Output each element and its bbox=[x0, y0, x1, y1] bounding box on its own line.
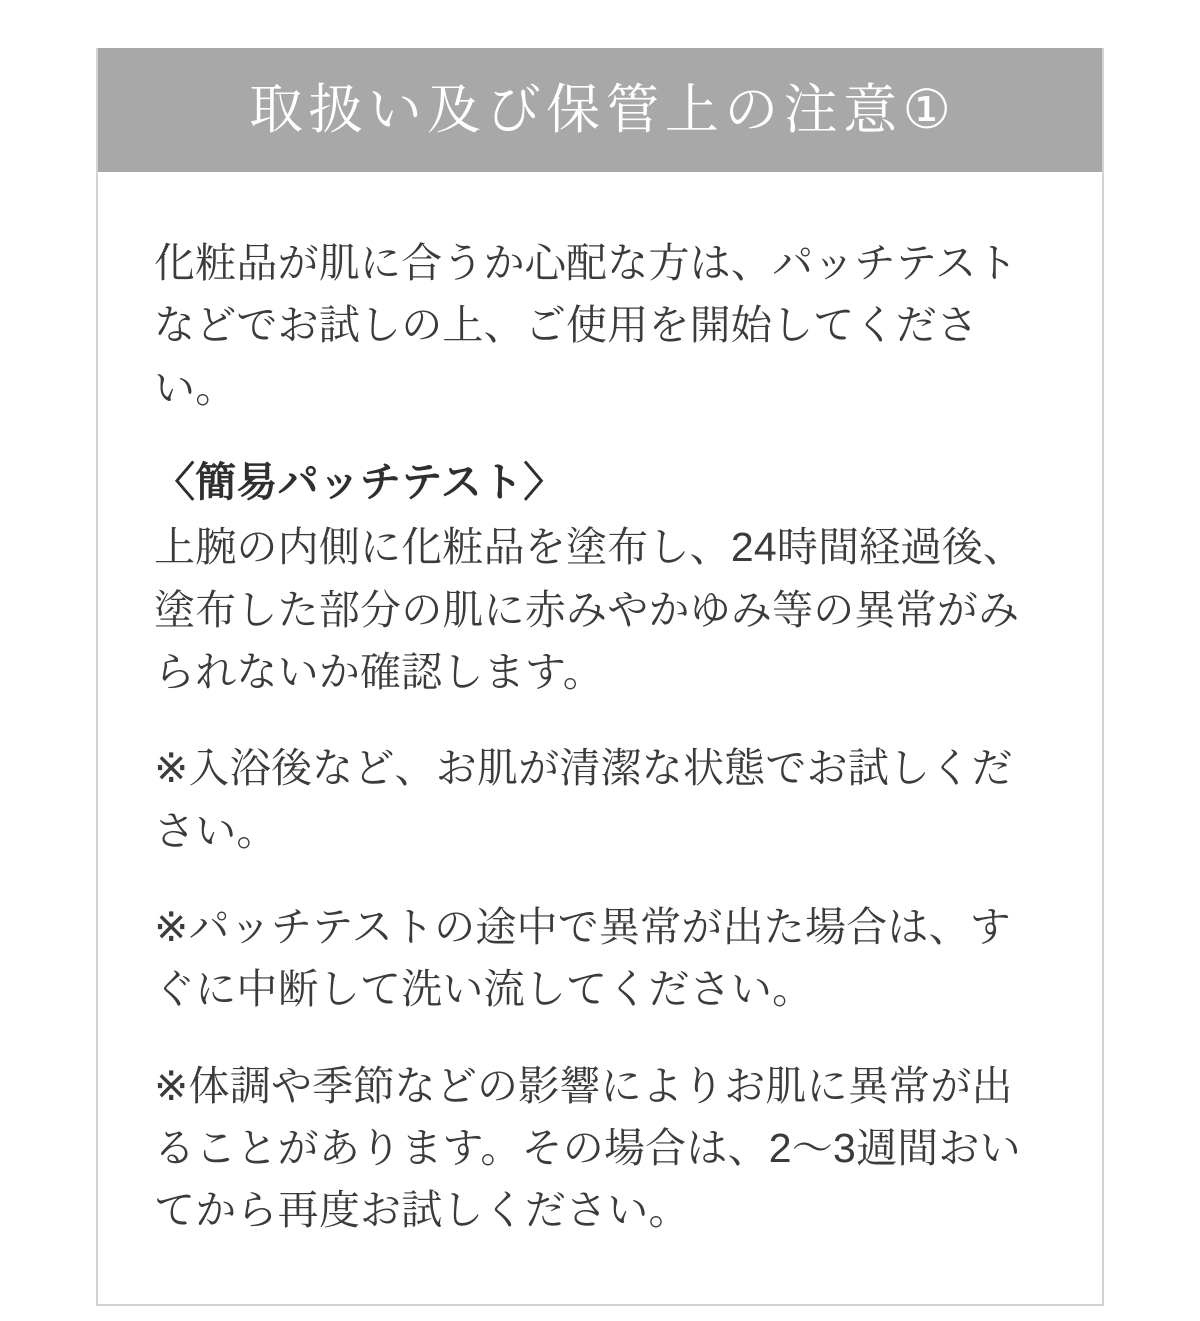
card-body bbox=[98, 172, 1102, 1304]
paragraph-patch-test-body: 上腕の内側に化粧品を塗布し、24時間経過後、塗布した部分の肌に赤みやかゆみ等の異常がみられないか確認します。 bbox=[154, 524, 1025, 695]
page-title: 取扱い及び保管上の注意① bbox=[249, 80, 957, 140]
paragraph-note-3: ※体調や季節などの影響によりお肌に異常が出ることがあります。その場合は、2〜3週間おいてから再度お試しください。 bbox=[154, 1062, 1021, 1234]
card-header bbox=[98, 48, 1102, 172]
paragraph-note-2: ※パッチテストの途中で異常が出た場合は、すぐに中断して洗い流してください。 bbox=[154, 903, 1012, 1013]
paragraph-intro: 化粧品が肌に合うか心配な方は、パッチテストなどでお試しの上、ご使用を開始してください。 bbox=[154, 240, 1018, 411]
paragraph-note-1: ※入浴後など、お肌が清潔な状態でお試しください。 bbox=[154, 745, 1013, 854]
section-heading-patch-test: 〈簡易パッチテスト〉 bbox=[154, 458, 565, 505]
notice-card bbox=[96, 48, 1104, 1306]
